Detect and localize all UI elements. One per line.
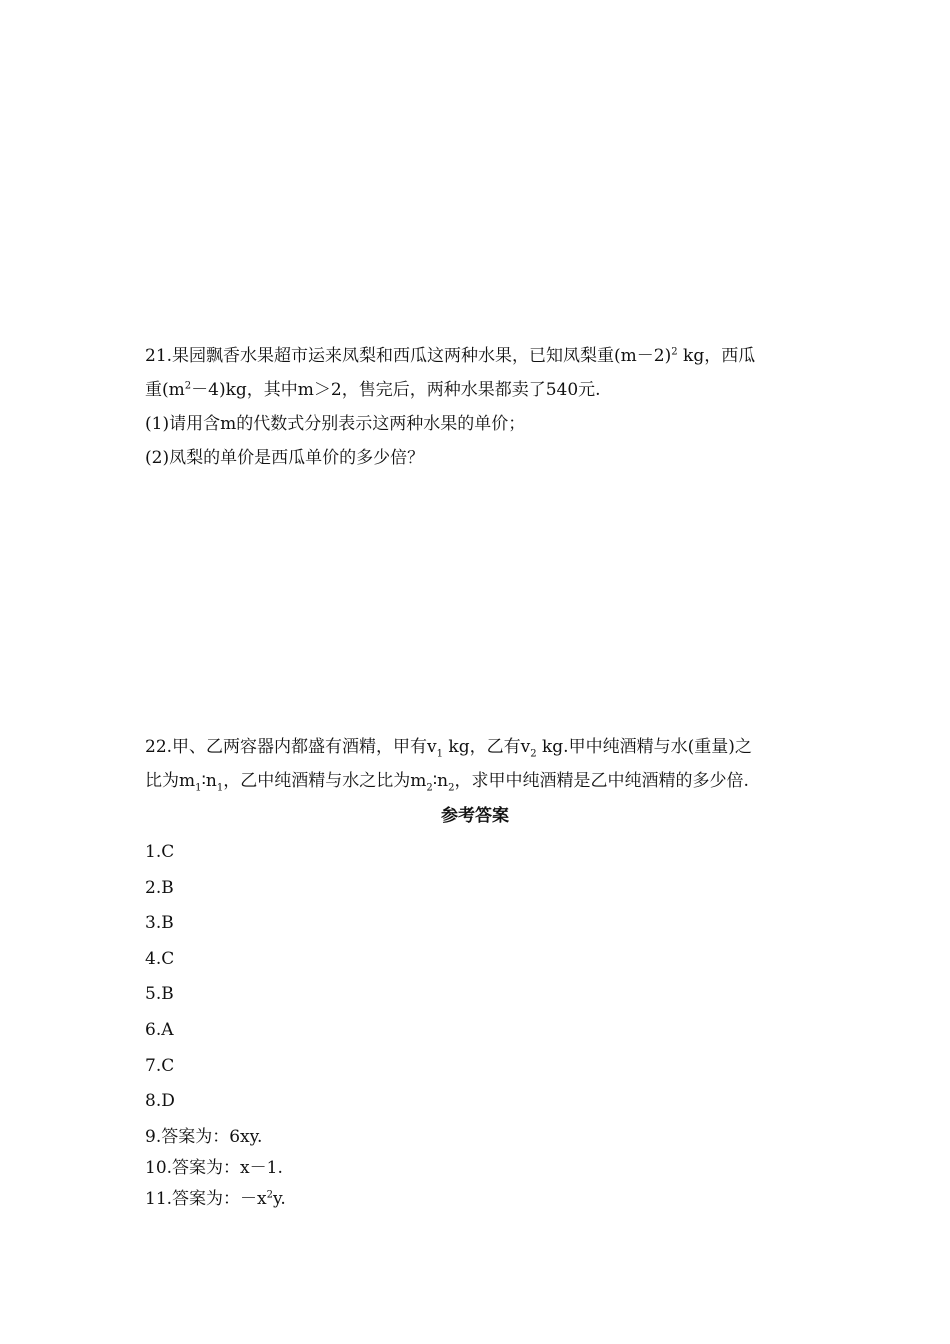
answer-6: 6.A (145, 1019, 174, 1040)
answer-7: 7.C (145, 1055, 175, 1076)
answer-11: 11.答案为：$-x^2y$. (145, 1188, 286, 1209)
question-22-line-2: 比为$m_1∶n_1$，乙中纯酒精与水之比为$m_2∶n_2$，求甲中纯酒精是乙中纯酒精的多少倍. (145, 771, 749, 794)
answer-9: 9.答案为：6xy. (145, 1126, 263, 1147)
answer-5: 5.B (145, 984, 174, 1005)
answer-10: 10.答案为：x－1. (145, 1157, 283, 1178)
question-22-line-1: 22.甲、乙两容器内都盛有酒精，甲有$v_1$ kg，乙有$v_2$ kg.甲中纯酒精与水(重量)之 (145, 737, 752, 760)
question-21-line-1: 21.果园飘香水果超市运来凤梨和西瓜这两种水果，已知凤梨重$(m-2)^2$ kg，西瓜 (145, 346, 756, 366)
answer-list (145, 837, 845, 1215)
answers-heading: 参考答案 (441, 806, 509, 826)
question-22 (145, 730, 845, 798)
answer-1: 1.C (145, 842, 175, 862)
question-21-part-2: (2)凤梨的单价是西瓜单价的多少倍？ (145, 448, 425, 468)
answer-8: 8.D (145, 1091, 175, 1112)
question-21-part-1: (1)请用含m的代数式分别表示这两种水果的单价； (145, 414, 526, 434)
answer-2: 2.B (145, 877, 174, 898)
answer-4: 4.C (145, 948, 175, 969)
question-21 (145, 339, 845, 475)
answer-3: 3.B (145, 913, 174, 934)
question-21-line-2: 重$(m^2-4)kg$，其中m＞2，售完后，两种水果都卖了540元. (145, 380, 601, 400)
